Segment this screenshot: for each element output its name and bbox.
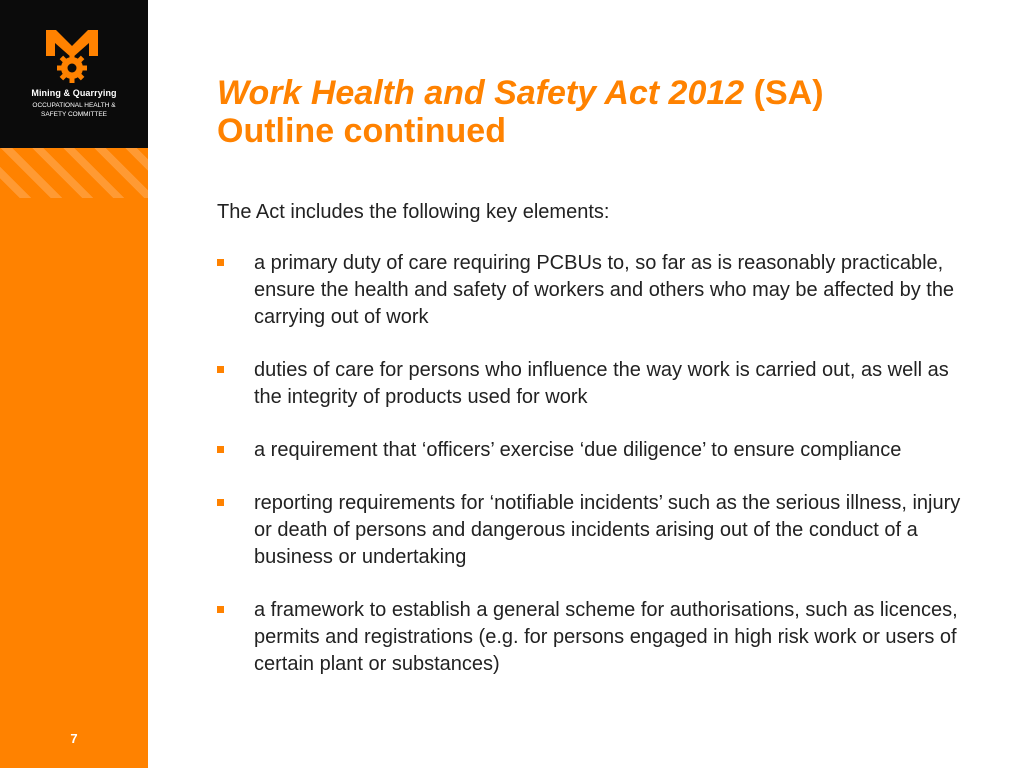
bullet-text: a framework to establish a general scheme for authorisations, such as licences, permits and registrations (e.g. for persons engaged in high risk work or users of certain plant or substances) — [254, 599, 958, 675]
bullet-item — [217, 357, 977, 411]
square-bullet-icon — [217, 606, 224, 613]
logo-title: Mining & Quarrying — [31, 88, 117, 98]
logo-panel — [0, 0, 148, 148]
square-bullet-icon — [217, 366, 224, 373]
mining-quarrying-logo-icon — [42, 26, 102, 84]
bullet-item — [217, 250, 977, 331]
bullet-item — [217, 597, 977, 678]
square-bullet-icon — [217, 259, 224, 266]
bullet-item — [217, 437, 977, 464]
slide-title — [217, 74, 997, 150]
bullet-text: reporting requirements for ‘notifiable incidents’ such as the serious illness, injury or death of persons and dangerous incidents arising out of the conduct of a business or undertaking — [254, 492, 961, 568]
square-bullet-icon — [217, 446, 224, 453]
logo-subtitle: OCCUPATIONAL HEALTH & SAFETY COMMITTEE — [32, 102, 116, 118]
bullet-item — [217, 490, 977, 571]
decorative-stripes — [0, 148, 148, 198]
sidebar — [0, 0, 148, 768]
bullet-text: duties of care for persons who influence the way work is carried out, as well as the integrity of products used for work — [254, 359, 949, 408]
title-line-2: Outline continued — [217, 112, 506, 150]
title-act-suffix: (SA) — [753, 74, 824, 112]
intro-text: The Act includes the following key elements: — [217, 201, 610, 223]
page-number: 7 — [70, 731, 78, 746]
title-act-name: Work Health and Safety Act 2012 — [217, 74, 745, 112]
bullet-text: a primary duty of care requiring PCBUs to, so far as is reasonably practicable, ensure the health and safety of workers and others who may be affected by the carrying out of work — [254, 252, 955, 328]
bullet-list — [217, 250, 977, 704]
square-bullet-icon — [217, 499, 224, 506]
bullet-text: a requirement that ‘officers’ exercise ‘due diligence’ to ensure compliance — [254, 439, 902, 461]
